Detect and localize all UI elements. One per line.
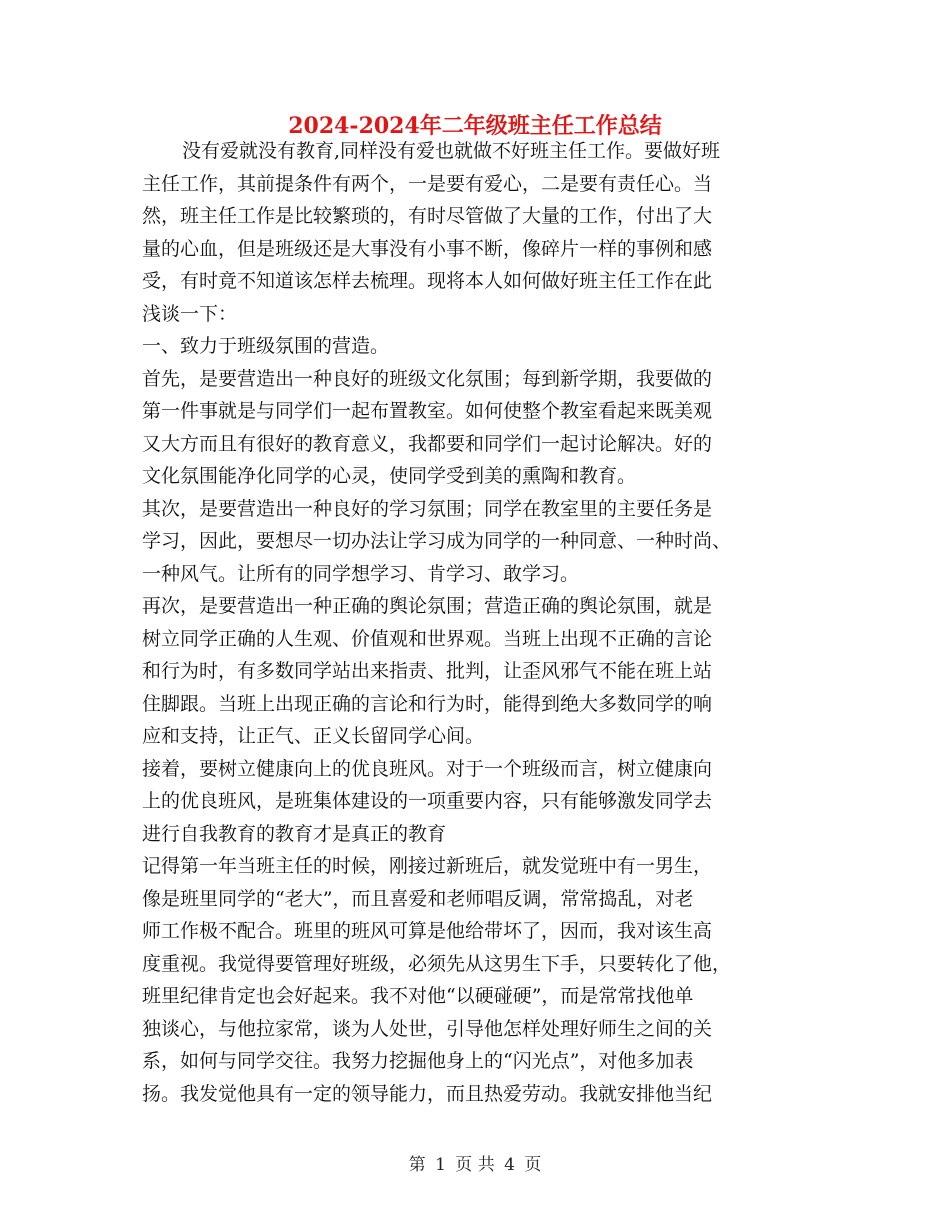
text-line: 度重视。我觉得要管理好班级，必须先从这男生下手，只要转化了他， xyxy=(142,952,732,975)
text-line: 记得第一年当班主任的时候，刚接过新班后，就发觉班中有一男生， xyxy=(142,855,713,877)
text-line: 再次，是要营造出一种正确的舆论氛围；营造正确的舆论氛围，就是 xyxy=(142,595,713,617)
document-body xyxy=(142,135,822,1110)
text-line: 然，班主任工作是比较繁琐的，有时尽管做了大量的工作，付出了大 xyxy=(142,205,713,227)
total-pages-number: 4 xyxy=(504,1155,515,1175)
footer-suffix: 页 xyxy=(524,1155,542,1175)
text-line: 第一件事就是与同学们一起布置教室。如何使整个教室看起来既美观 xyxy=(142,400,713,422)
text-line: 浅谈一下： xyxy=(142,302,238,325)
text-line: 首先，是要营造出一种良好的班级文化氛围；每到新学期，我要做的 xyxy=(142,367,713,390)
text-line: 没有爱就没有教育,同样没有爱也就做不好班主任工作。要做好班 xyxy=(182,140,721,162)
text-line: 主任工作，其前提条件有两个，一是要有爱心，二是要有责任心。当 xyxy=(142,172,713,195)
text-line: 班里纪律肯定也会好起来。我不对他“以硬碰硬”，而是常常找他单 xyxy=(142,985,694,1007)
document-title: 2024-2024年二年级班主任工作总结 xyxy=(288,113,662,139)
text-line: 系，如何与同学交往。我努力挖掘他身上的“闪光点”，对他多加表 xyxy=(142,1050,694,1072)
text-line: 进行自我教育的教育才是真正的教育 xyxy=(142,822,447,845)
text-line: 又大方而且有很好的教育意义，我都要和同学们一起讨论解决。好的 xyxy=(142,432,713,455)
text-line: 文化氛围能净化同学的心灵，使同学受到美的熏陶和教育。 xyxy=(142,465,637,487)
text-line: 独谈心，与他拉家常，谈为人处世，引导他怎样处理好师生之间的关 xyxy=(142,1017,713,1040)
text-line: 扬。我发觉他具有一定的领导能力，而且热爱劳动。我就安排他当纪 xyxy=(142,1082,713,1105)
page-footer xyxy=(0,1153,950,1177)
footer-prefix: 第 xyxy=(408,1155,426,1175)
current-page-number: 1 xyxy=(435,1155,446,1175)
text-line: 住脚跟。当班上出现正确的言论和行为时，能得到绝大多数同学的响 xyxy=(142,692,713,715)
text-line: 像是班里同学的“老大”，而且喜爱和老师唱反调，常常捣乱，对老 xyxy=(142,887,694,910)
section-heading: 一、致力于班级氛围的营造。 xyxy=(142,335,390,357)
text-line: 学习，因此，要想尽一切办法让学习成为同学的一种同意、一种时尚、 xyxy=(142,530,732,552)
text-line: 树立同学正确的人生观、价值观和世界观。当班上出现不正确的言论 xyxy=(142,627,713,650)
footer-mid: 页 共 xyxy=(455,1155,495,1175)
text-line: 受，有时竟不知道该怎样去梳理。现将本人如何做好班主任工作在此 xyxy=(142,270,713,292)
text-line: 应和支持，让正气、正义长留同学心间。 xyxy=(142,725,485,747)
text-line: 上的优良班风，是班集体建设的一项重要内容，只有能够激发同学去 xyxy=(142,790,713,812)
text-line: 量的心血，但是班级还是大事没有小事不断，像碎片一样的事例和感 xyxy=(142,237,713,260)
text-line: 接着，要树立健康向上的优良班风。对于一个班级而言，树立健康向 xyxy=(142,757,713,780)
text-line: 一种风气。让所有的同学想学习、肯学习、敢学习。 xyxy=(142,562,580,585)
text-line: 和行为时，有多数同学站出来指责、批判，让歪风邪气不能在班上站 xyxy=(142,660,713,682)
text-line: 其次，是要营造出一种良好的学习氛围；同学在教室里的主要任务是 xyxy=(142,497,713,520)
text-line: 师工作极不配合。班里的班风可算是他给带坏了，因而，我对该生高 xyxy=(142,920,713,942)
